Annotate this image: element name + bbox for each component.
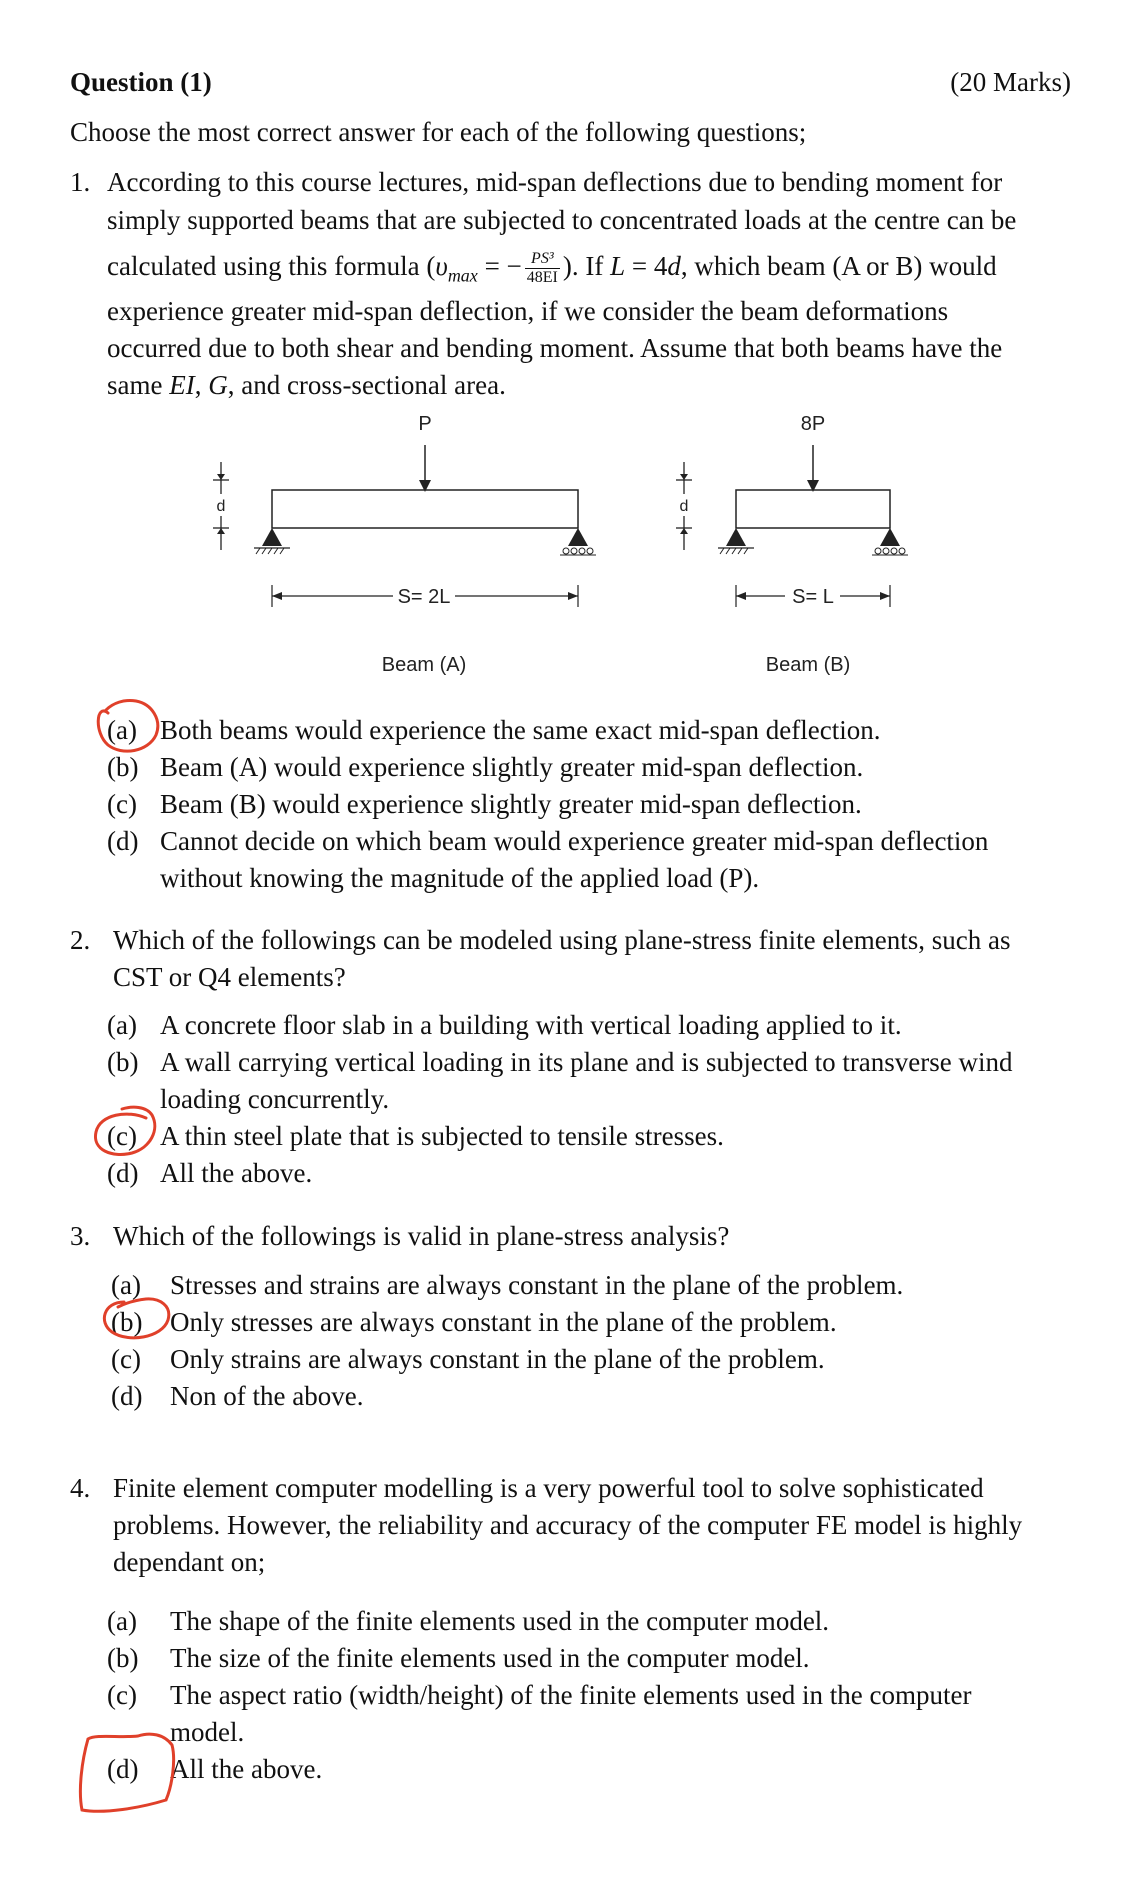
beam-a-caption: Beam (A) — [381, 654, 467, 676]
question-text-line: dependant on; — [113, 1547, 266, 1577]
beam-b-load-label: 8P — [800, 413, 826, 435]
beam-b-span-label: S= L — [792, 586, 834, 608]
beam-b — [674, 413, 908, 676]
formula-fraction: $\frac{\text{PS³}}{48EI}$ — [526, 250, 558, 287]
option-label[interactable]: (d) — [107, 1158, 139, 1188]
option-label[interactable]: (a) — [107, 715, 137, 745]
option-label[interactable]: (a) — [107, 1010, 137, 1040]
option-text[interactable]: Cannot decide on which beam would experience greater mid-span deflection — [160, 826, 989, 856]
question-text-line: same EI, G, and cross-sectional area. — [107, 370, 506, 400]
beam-b-body — [736, 490, 890, 528]
option-text[interactable]: Both beams would experience the same exact mid-span deflection. — [160, 715, 881, 745]
beam-diagram — [0, 400, 1139, 700]
option-text[interactable]: A concrete floor slab in a building with vertical loading applied to it. — [160, 1010, 902, 1040]
option-label[interactable]: (b) — [111, 1307, 143, 1337]
question-text-line: Which of the followings is valid in plane-stress analysis? — [113, 1221, 730, 1251]
option-text[interactable]: All the above. — [160, 1158, 313, 1188]
option-text-continued: loading concurrently. — [160, 1084, 390, 1114]
option-text[interactable]: Stresses and strains are always constant in the plane of the problem. — [170, 1270, 904, 1300]
option-label[interactable]: (b) — [107, 752, 139, 782]
beam-a-depth-label: d — [216, 498, 226, 515]
question-text-line: According to this course lectures, mid-span deflections due to bending moment for — [107, 167, 1003, 197]
option-label[interactable]: (c) — [107, 1121, 137, 1151]
option-label[interactable]: (c) — [107, 789, 137, 819]
beam-a-span-label: S= 2L — [397, 586, 451, 608]
question-text-line: simply supported beams that are subjected to concentrated loads at the centre can be — [107, 205, 1017, 235]
formula-lhs: υ — [435, 251, 448, 281]
option-label[interactable]: (c) — [107, 1680, 137, 1710]
option-label[interactable]: (a) — [111, 1270, 141, 1300]
beam-b-depth-label: d — [679, 498, 689, 515]
option-label[interactable]: (c) — [111, 1344, 141, 1374]
pin-support-icon — [262, 528, 282, 546]
option-text[interactable]: Only strains are always constant in the plane of the problem. — [170, 1344, 825, 1374]
question-text-line: calculated using this formula ($\upsilon_{max}$ = − $\frac{\text{PS³}}{48EI}$ ). If L = 4d, which beam (A or B) would — [107, 250, 997, 287]
option-text[interactable]: Beam (A) would experience slightly greater mid-span deflection. — [160, 752, 864, 782]
question-title: Question (1) — [70, 67, 212, 97]
option-label[interactable]: (b) — [107, 1643, 139, 1673]
question-number: 2. — [70, 925, 91, 955]
option-text[interactable]: The size of the finite elements used in the computer model. — [170, 1643, 810, 1673]
option-text[interactable]: All the above. — [170, 1754, 323, 1784]
question-text-line: Finite element computer modelling is a very powerful tool to solve sophisticated — [113, 1473, 984, 1503]
instructions: Choose the most correct answer for each of the following questions; — [70, 117, 807, 147]
beam-a — [211, 413, 596, 676]
option-text-continued: model. — [170, 1717, 245, 1747]
option-label[interactable]: (d) — [107, 1754, 139, 1784]
question-text-line: CST or Q4 elements? — [113, 962, 346, 992]
option-label[interactable]: (d) — [111, 1381, 143, 1411]
option-text-continued: without knowing the magnitude of the applied load (P). — [160, 863, 760, 893]
option-text[interactable]: The aspect ratio (width/height) of the finite elements used in the computer — [170, 1680, 972, 1710]
option-text[interactable]: A wall carrying vertical loading in its plane and is subjected to transverse wind — [160, 1047, 1013, 1077]
option-text[interactable]: A thin steel plate that is subjected to tensile stresses. — [160, 1121, 724, 1151]
question-number: 1. — [70, 167, 91, 197]
option-label[interactable]: (d) — [107, 826, 139, 856]
question-text-line: problems. However, the reliability and accuracy of the computer FE model is highly — [113, 1510, 1023, 1540]
option-text[interactable]: Beam (B) would experience slightly greater mid-span deflection. — [160, 789, 862, 819]
question-text-line: experience greater mid-span deflection, if we consider the beam deformations — [107, 296, 949, 326]
option-text[interactable]: The shape of the finite elements used in the computer model. — [170, 1606, 830, 1636]
option-text[interactable]: Only stresses are always constant in the plane of the problem. — [170, 1307, 837, 1337]
beam-a-load-label: P — [418, 413, 432, 435]
question-number: 3. — [70, 1221, 91, 1251]
option-label[interactable]: (b) — [107, 1047, 139, 1077]
question-number: 4. — [70, 1473, 91, 1503]
roller-support-icon — [568, 528, 588, 546]
question-text-line: occurred due to both shear and bending moment. Assume that both beams have the — [107, 333, 1003, 363]
beam-b-caption: Beam (B) — [765, 654, 851, 676]
marks-label: (20 Marks) — [950, 67, 1071, 97]
question-text-line: Which of the followings can be modeled using plane-stress finite elements, such as — [113, 925, 1011, 955]
option-label[interactable]: (a) — [107, 1606, 137, 1636]
pin-support-icon — [726, 528, 746, 546]
option-text[interactable]: Non of the above. — [170, 1381, 364, 1411]
roller-support-icon — [880, 528, 900, 546]
beam-a-body — [272, 490, 578, 528]
